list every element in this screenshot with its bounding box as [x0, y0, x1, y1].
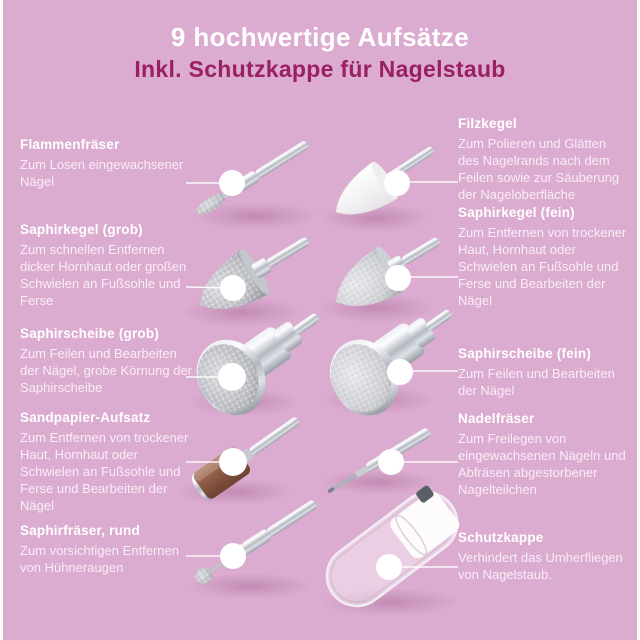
item-name: Saphirscheibe (grob) — [20, 326, 160, 341]
subheadline: Inkl. Schutzkappe für Nagelstaub — [134, 56, 506, 82]
item-description: Zum Entfernen von trockener Haut, Hornhaut oder Schwielen an Fußsohle und Ferse und Bearbeiten der Nägel — [458, 225, 627, 308]
item-description: Zum Feilen und Bearbeiten der Nägel, grobe Körnung der Saphirscheibe — [20, 346, 193, 395]
item-description: Verhindert das Umherfliegen von Nagelstaub. — [458, 550, 623, 582]
item-name: Sandpapier-Aufsatz — [20, 410, 151, 425]
item-name: Nadelfräser — [458, 411, 535, 426]
item-name: Saphirkegel (grob) — [20, 222, 143, 237]
item-description: Zum Losen eingewachsener Nägel — [20, 157, 184, 189]
item-saphirfraeser-rund — [20, 522, 192, 576]
item-name: Schutzkappe — [458, 530, 544, 545]
item-saphirkegel-grob — [20, 221, 192, 309]
item-flammenfraeser — [20, 136, 192, 190]
item-name: Saphirscheibe (fein) — [458, 346, 592, 361]
item-name: Filzkegel — [458, 116, 517, 131]
item-filzkegel — [458, 115, 630, 203]
item-description: Zum Feilen und Bearbeiten der Nägel — [458, 366, 615, 398]
item-name: Saphirfräser, rund — [20, 523, 140, 538]
item-description: Zum Freilegen von eingewachsenen Nägeln und Abfräsen abgestorbener Nagelteilchen — [458, 431, 626, 497]
item-saphirkegel-fein — [458, 204, 630, 309]
headline: 9 hochwertige Aufsätze — [170, 22, 470, 52]
item-schutzkappe — [458, 529, 630, 583]
item-description: Zum vorsichtigen Entfernen von Hühneraugen — [20, 543, 179, 575]
item-saphirscheibe-grob — [20, 325, 192, 396]
item-description: Zum Entfernen von trockener Haut, Hornhaut oder Schwielen an Fußsohle und Ferse und Bearbeiten der Nägel — [20, 430, 189, 513]
item-description: Zum Polieren und Glätten des Nagelrands nach dem Feilen sowie zur Säuberung der Nageloberfläche — [458, 136, 620, 202]
item-name: Saphirkegel (fein) — [458, 205, 575, 220]
item-description: Zum schnellen Entfernen dicker Hornhaut oder großen Schwielen an Fußsohle und Ferse — [20, 242, 187, 308]
item-nadelfraeser — [458, 410, 630, 498]
item-saphirscheibe-fein — [458, 345, 630, 399]
item-sandpapier-aufsatz — [20, 409, 192, 514]
item-name: Flammenfräser — [20, 137, 120, 152]
